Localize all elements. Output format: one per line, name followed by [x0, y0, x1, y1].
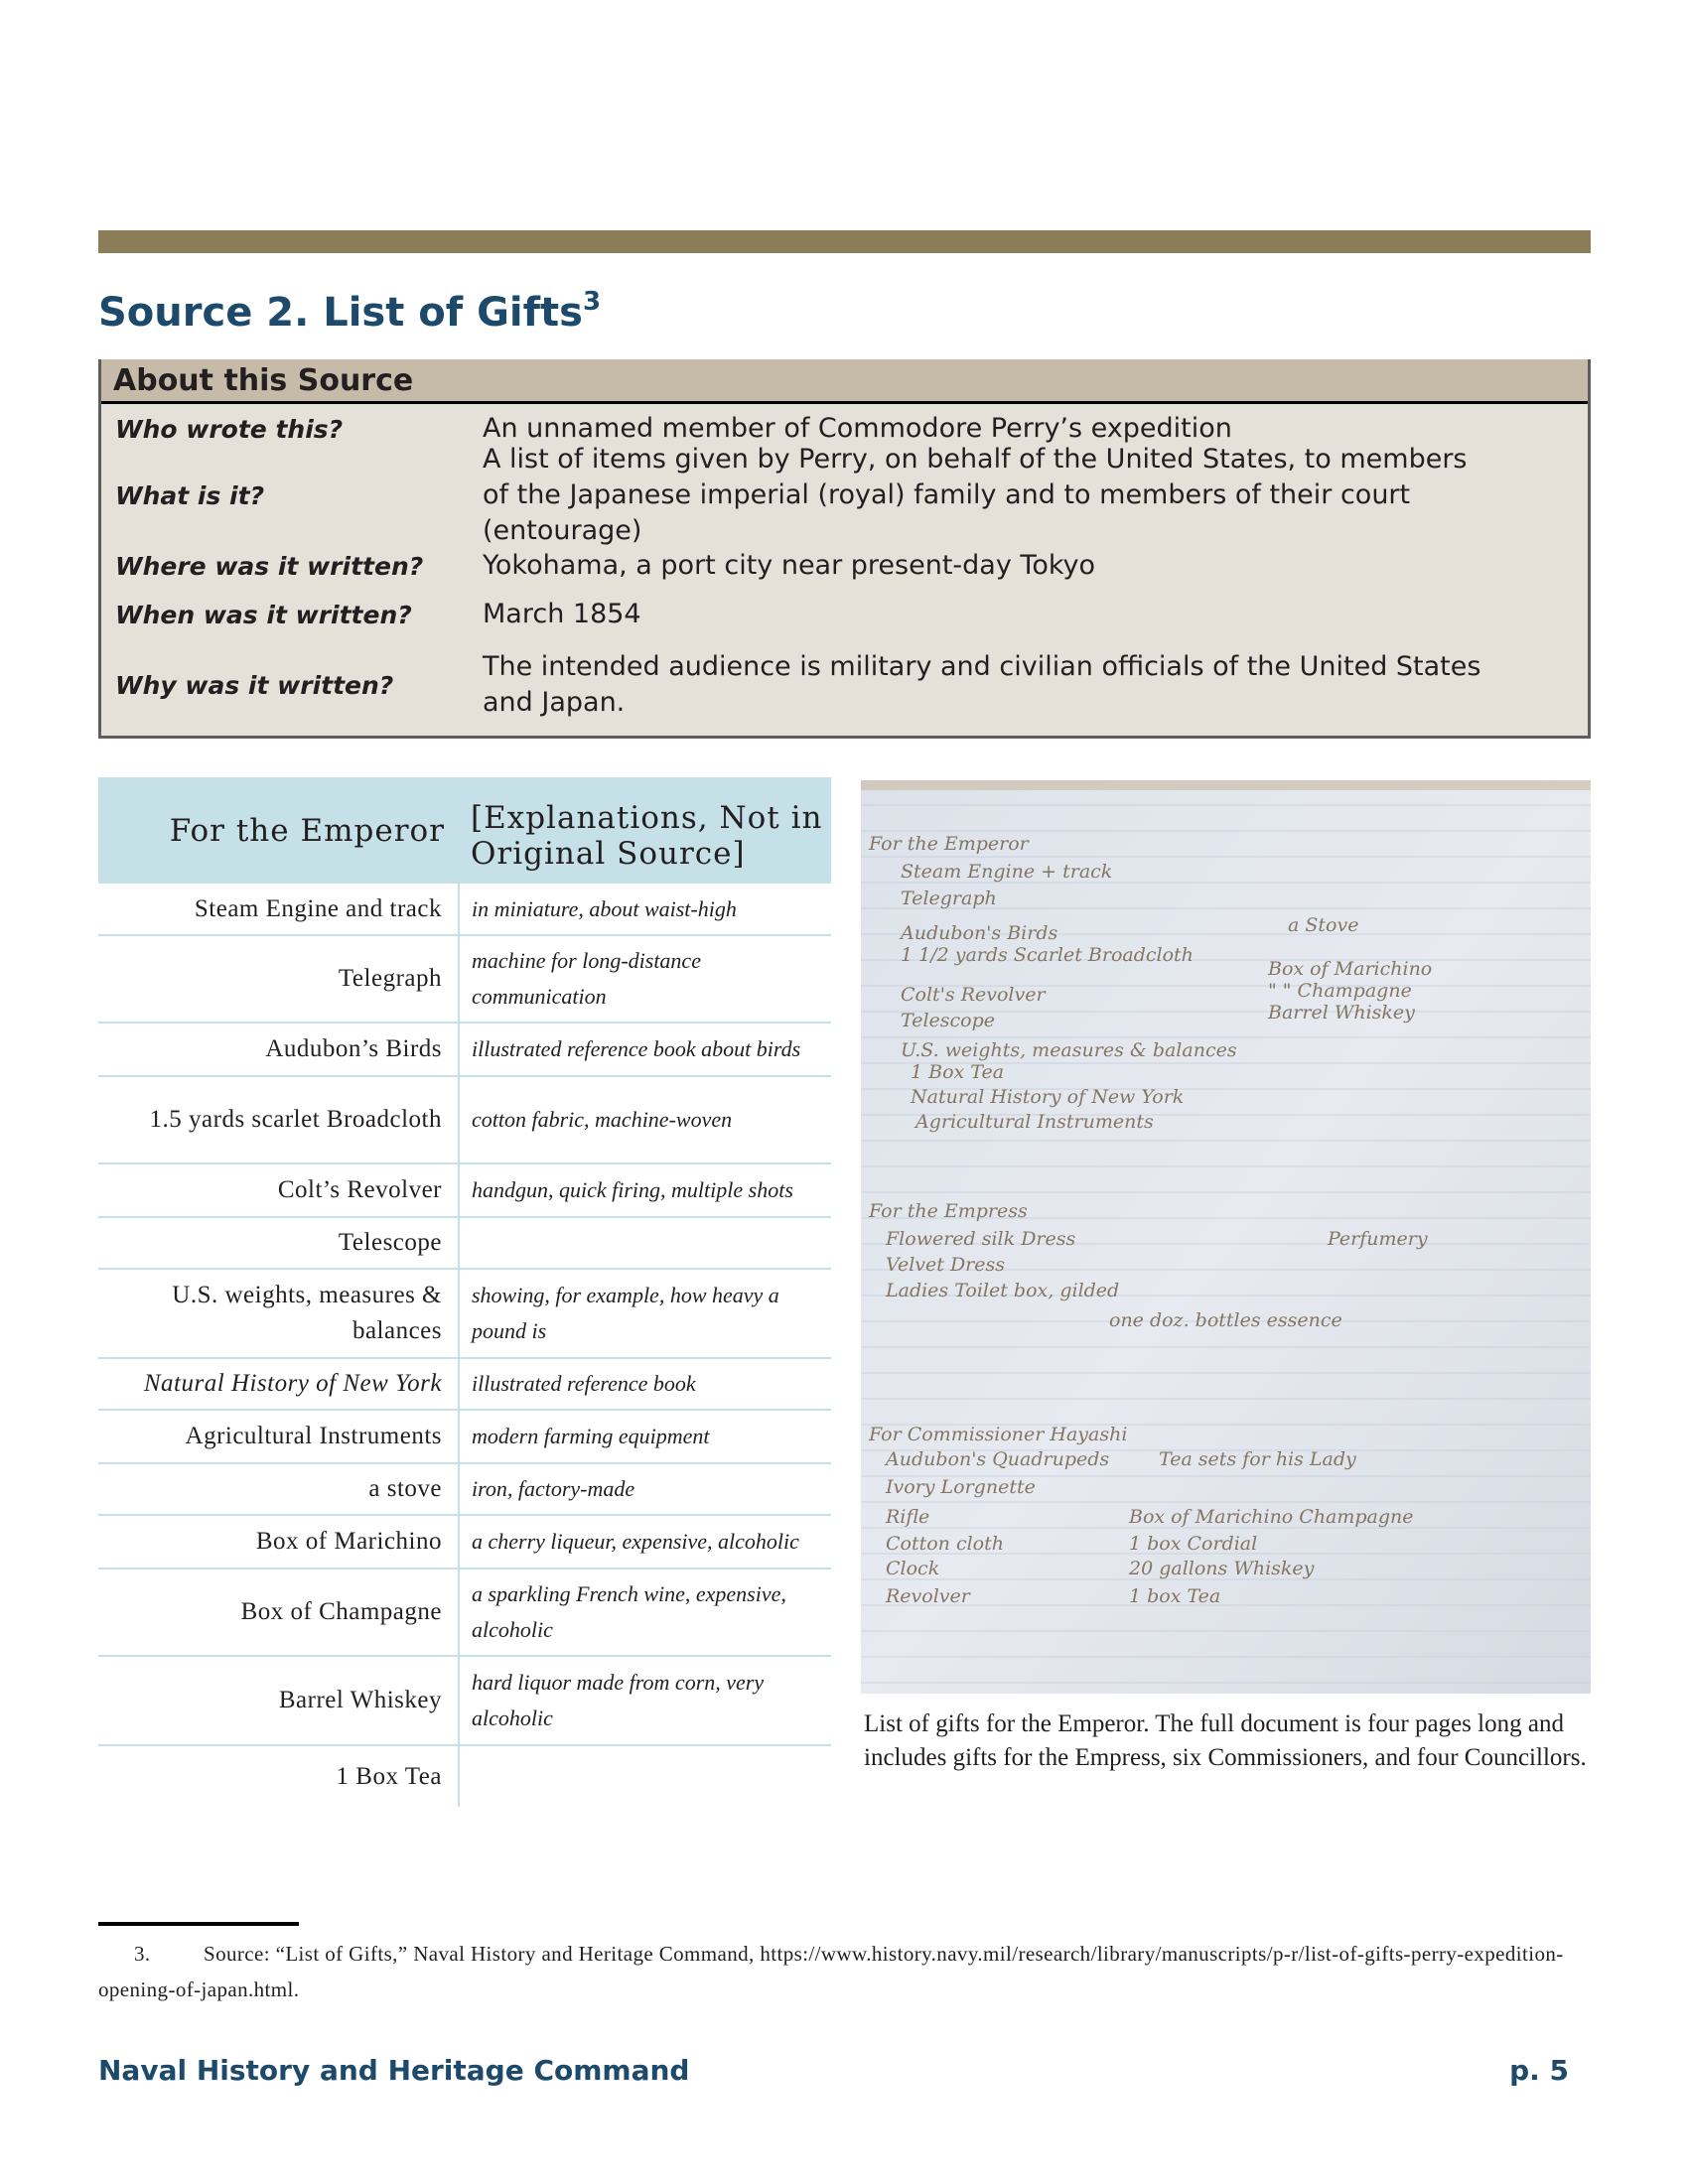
manuscript-line: one doz. bottles essence	[1109, 1309, 1342, 1331]
section-title	[98, 287, 601, 336]
gift-item: a stove	[98, 1463, 459, 1515]
table-row	[98, 1463, 831, 1515]
gift-item: Natural History of New York	[98, 1358, 459, 1410]
about-answer: An unnamed member of Commodore Perry’s expedition	[483, 413, 1232, 444]
manuscript-photo	[861, 780, 1591, 1694]
gift-item: 1.5 yards scarlet Broadcloth	[98, 1076, 459, 1163]
about-question: Who wrote this?	[115, 414, 344, 444]
gift-item: Telegraph	[98, 935, 459, 1023]
manuscript-line: Telegraph	[901, 887, 997, 909]
manuscript-line: 1 Box Tea	[911, 1061, 1005, 1083]
page-number: p. 5	[1509, 2054, 1569, 2087]
footnote-text[interactable]: Source: “List of Gifts,” Naval History and Heritage Command, https://www.history.navy.mil/research/library/manuscripts/p-r/list-of-gifts-perry-expedition-opening-of-japan.html.	[98, 1942, 1564, 2001]
table-row	[98, 1745, 831, 1807]
manuscript-line: Velvet Dress	[886, 1254, 1006, 1276]
gift-explanation: illustrated reference book	[459, 1358, 831, 1410]
manuscript-line: Box of Marichino	[1268, 958, 1433, 980]
manuscript-line: Agricultural Instruments	[915, 1111, 1154, 1133]
gift-item: 1 Box Tea	[98, 1745, 459, 1807]
table-row	[98, 1076, 831, 1163]
gift-item: Colt’s Revolver	[98, 1163, 459, 1217]
gift-item: Box of Marichino	[98, 1515, 459, 1569]
manuscript-line: Telescope	[901, 1010, 995, 1031]
gift-item: Box of Champagne	[98, 1569, 459, 1656]
table-row	[98, 1410, 831, 1463]
manuscript-line: For the Empress	[869, 1200, 1028, 1222]
about-source-box	[98, 359, 1591, 739]
manuscript-line: Flowered silk Dress	[886, 1228, 1076, 1250]
gift-explanation: in miniature, about waist-high	[459, 884, 831, 935]
gifts-table	[98, 777, 831, 1807]
manuscript-line: 1 box Cordial	[1129, 1533, 1258, 1555]
gift-explanation: cotton fabric, machine-woven	[459, 1076, 831, 1163]
manuscript-line: Natural History of New York	[911, 1086, 1185, 1108]
footnote-reference[interactable]: 3	[582, 287, 602, 317]
table-row	[98, 1023, 831, 1076]
manuscript-line: For the Emperor	[869, 833, 1029, 855]
column-header-explanations: [Explanations, Not in Original Source]	[459, 777, 831, 884]
manuscript-line: Cotton cloth	[886, 1533, 1004, 1555]
column-header-emperor: For the Emperor	[98, 777, 459, 884]
table-row	[98, 1515, 831, 1569]
about-row-what	[101, 444, 1588, 546]
gift-explanation: handgun, quick firing, multiple shots	[459, 1163, 831, 1217]
manuscript-line: Tea sets for his Lady	[1159, 1448, 1356, 1470]
section-title-text: Source 2. List of Gifts	[98, 290, 583, 336]
top-rule	[98, 230, 1591, 253]
table-row	[98, 1163, 831, 1217]
gift-explanation	[459, 1217, 831, 1269]
about-answer: The intended audience is military and civilian officials of the United States and Japan.	[483, 651, 1481, 718]
gift-explanation: machine for long-distance communication	[459, 935, 831, 1023]
gift-explanation: showing, for example, how heavy a pound is	[459, 1269, 831, 1358]
manuscript-line: Ladies Toilet box, gilded	[886, 1280, 1120, 1301]
table-row	[98, 1269, 831, 1358]
manuscript-line: 20 gallons Whiskey	[1129, 1558, 1315, 1579]
manuscript-line: Clock	[886, 1558, 940, 1579]
manuscript-line: Steam Engine + track	[901, 861, 1113, 883]
footer-publisher: Naval History and Heritage Command	[98, 2054, 690, 2087]
gift-explanation: illustrated reference book about birds	[459, 1023, 831, 1076]
footnote-number: 3.	[134, 1942, 151, 1966]
manuscript-line: U.S. weights, measures & balances	[901, 1039, 1237, 1061]
manuscript-line: Barrel Whiskey	[1268, 1002, 1415, 1024]
gift-explanation: a sparkling French wine, expensive, alcoholic	[459, 1569, 831, 1656]
about-question: When was it written?	[115, 600, 412, 629]
gift-explanation: a cherry liqueur, expensive, alcoholic	[459, 1515, 831, 1569]
gift-explanation: hard liquor made from corn, very alcoholic	[459, 1656, 831, 1745]
about-question: What is it?	[115, 480, 265, 510]
gifts-table-header-row	[98, 777, 831, 884]
gift-item: Telescope	[98, 1217, 459, 1269]
table-row	[98, 1656, 831, 1745]
photo-caption: List of gifts for the Emperor. The full document is four pages long and includes gifts for the Empress, six Commissioners, and four Councillors.	[864, 1710, 1587, 1771]
about-row-why	[101, 637, 1588, 733]
manuscript-line: Rifle	[886, 1506, 930, 1528]
manuscript-line: Colt's Revolver	[901, 984, 1046, 1006]
manuscript-line: a Stove	[1288, 914, 1359, 936]
about-answer: Yokohama, a port city near present-day Tokyo	[483, 550, 1096, 581]
gift-item: U.S. weights, measures & balances	[98, 1269, 459, 1358]
table-row	[98, 884, 831, 935]
manuscript-line: Ivory Lorgnette	[886, 1476, 1036, 1498]
manuscript-line: Revolver	[886, 1585, 970, 1607]
table-row	[98, 1217, 831, 1269]
gift-item: Audubon’s Birds	[98, 1023, 459, 1076]
table-row	[98, 935, 831, 1023]
about-answer: A list of items given by Perry, on behalf of the United States, to members of the Japanese imperial (royal) family and to members of their court (entourage)	[483, 444, 1468, 546]
gift-explanation: iron, factory-made	[459, 1463, 831, 1515]
manuscript-line: " " Champagne	[1268, 980, 1412, 1002]
manuscript-line: Audubon's Quadrupeds	[886, 1448, 1110, 1470]
manuscript-line: Box of Marichino Champagne	[1129, 1506, 1414, 1528]
footnote-rule	[98, 1922, 299, 1926]
gift-item: Steam Engine and track	[98, 884, 459, 935]
gift-explanation: modern farming equipment	[459, 1410, 831, 1463]
manuscript-line: Perfumery	[1328, 1228, 1428, 1250]
about-row-when	[101, 592, 1588, 637]
table-row	[98, 1358, 831, 1410]
manuscript-line: For Commissioner Hayashi	[869, 1424, 1128, 1445]
manuscript-image	[861, 780, 1591, 1694]
manuscript-line: Audubon's Birds	[901, 922, 1058, 944]
footnote	[98, 1936, 1588, 2007]
about-question: Why was it written?	[115, 670, 394, 700]
gift-item: Barrel Whiskey	[98, 1656, 459, 1745]
about-row-where	[101, 540, 1588, 592]
table-row	[98, 1569, 831, 1656]
about-answer: March 1854	[483, 599, 641, 629]
gift-explanation	[459, 1745, 831, 1807]
manuscript-line: 1 box Tea	[1129, 1585, 1221, 1607]
manuscript-line: 1 1/2 yards Scarlet Broadcloth	[901, 944, 1194, 966]
about-question: Where was it written?	[115, 551, 424, 581]
about-source-header: About this Source	[101, 359, 1588, 404]
gift-item: Agricultural Instruments	[98, 1410, 459, 1463]
